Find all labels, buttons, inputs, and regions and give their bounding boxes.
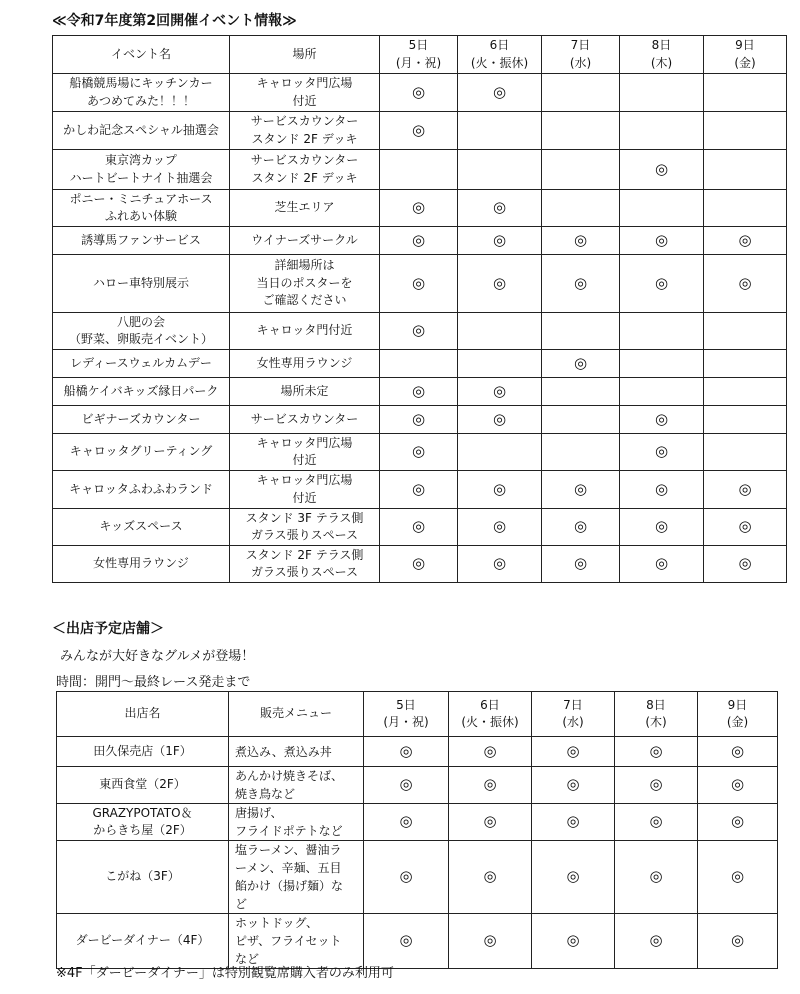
header-day-7: 7日 (水) — [542, 36, 620, 74]
day-cell: ◎ — [615, 914, 698, 969]
day-cell: ◎ — [620, 150, 704, 190]
row-name: キャロッタグリーティング — [53, 434, 230, 471]
table-row — [53, 378, 787, 406]
day-cell: ◎ — [380, 313, 458, 350]
table-row — [53, 74, 787, 112]
row-name: 船橋ケイバキッズ縁日パーク — [53, 378, 230, 406]
day-cell: ◎ — [532, 767, 615, 804]
day-cell: ◎ — [704, 471, 787, 509]
row-name: 船橋競馬場にキッチンカー あつめてみた！！！ — [53, 74, 230, 112]
day-cell: ◎ — [380, 546, 458, 583]
row-place: 場所未定 — [230, 378, 380, 406]
day-cell — [704, 434, 787, 471]
day-cell: ◎ — [620, 471, 704, 509]
day-cell: ◎ — [449, 804, 532, 841]
shop-note: ※4F「ダービーダイナー」は特別観覧席購入者のみ利用可 — [56, 966, 394, 981]
day-cell: ◎ — [364, 767, 449, 804]
day-cell — [380, 150, 458, 190]
header-day-6: 6日 (火・振休) — [449, 692, 532, 737]
day-cell: ◎ — [458, 509, 542, 546]
day-cell: ◎ — [458, 190, 542, 227]
header-day-5: 5日 (月・祝) — [380, 36, 458, 74]
day-cell — [620, 112, 704, 150]
day-cell: ◎ — [449, 767, 532, 804]
day-cell: ◎ — [449, 914, 532, 969]
day-cell — [704, 74, 787, 112]
table-row — [57, 737, 778, 767]
row-name: キャロッタふわふわランド — [53, 471, 230, 509]
day-cell: ◎ — [542, 471, 620, 509]
day-cell: ◎ — [458, 471, 542, 509]
day-cell: ◎ — [380, 434, 458, 471]
shop-section-subtitle: みんなが大好きなグルメが登場！ — [60, 649, 255, 664]
day-cell — [458, 112, 542, 150]
day-cell: ◎ — [380, 112, 458, 150]
row-place: キャロッタ門広場 付近 — [230, 74, 380, 112]
day-cell — [458, 150, 542, 190]
row-place: サービスカウンター スタンド 2F デッキ — [230, 150, 380, 190]
day-cell: ◎ — [364, 737, 449, 767]
day-cell: ◎ — [704, 546, 787, 583]
day-cell — [620, 190, 704, 227]
day-cell: ◎ — [380, 190, 458, 227]
day-cell: ◎ — [532, 914, 615, 969]
header-day-7: 7日 (水) — [532, 692, 615, 737]
day-cell: ◎ — [458, 227, 542, 255]
day-cell — [704, 406, 787, 434]
day-cell — [380, 350, 458, 378]
day-cell: ◎ — [620, 546, 704, 583]
day-cell: ◎ — [364, 914, 449, 969]
table-row — [53, 406, 787, 434]
day-cell: ◎ — [698, 737, 778, 767]
day-cell — [704, 112, 787, 150]
event-section-title: ≪令和7年度第2回開催イベント情報≫ — [52, 13, 297, 29]
row-place: 芝生エリア — [230, 190, 380, 227]
day-cell: ◎ — [449, 737, 532, 767]
table-row — [53, 471, 787, 509]
table-row — [53, 190, 787, 227]
header-day-9: 9日 (金) — [704, 36, 787, 74]
day-cell — [704, 190, 787, 227]
row-name: 女性専用ラウンジ — [53, 546, 230, 583]
row-place: サービスカウンター スタンド 2F デッキ — [230, 112, 380, 150]
day-cell: ◎ — [698, 804, 778, 841]
day-cell: ◎ — [542, 350, 620, 378]
day-cell: ◎ — [458, 255, 542, 313]
day-cell — [542, 190, 620, 227]
day-cell: ◎ — [458, 74, 542, 112]
row-menu: 塩ラーメン、醤油ラ ーメン、辛麺、五目 餡かけ（揚げ麺）な ど — [229, 841, 364, 914]
row-name: こがね（3F） — [57, 841, 229, 914]
day-cell: ◎ — [620, 255, 704, 313]
row-name: ビギナーズカウンター — [53, 406, 230, 434]
row-place: キャロッタ門広場 付近 — [230, 434, 380, 471]
table-row — [57, 914, 778, 969]
day-cell — [704, 378, 787, 406]
row-place: キャロッタ門広場 付近 — [230, 471, 380, 509]
day-cell: ◎ — [380, 406, 458, 434]
day-cell: ◎ — [620, 227, 704, 255]
day-cell — [458, 350, 542, 378]
day-cell: ◎ — [542, 255, 620, 313]
table-row — [53, 227, 787, 255]
table-row — [53, 255, 787, 313]
day-cell — [542, 74, 620, 112]
header-day-8: 8日 (木) — [620, 36, 704, 74]
row-name: ハロー車特別展示 — [53, 255, 230, 313]
day-cell: ◎ — [542, 546, 620, 583]
header-day-8: 8日 (木) — [615, 692, 698, 737]
header-shop-name: 出店名 — [57, 692, 229, 737]
day-cell — [542, 378, 620, 406]
row-menu: あんかけ焼きそば、 焼き鳥など — [229, 767, 364, 804]
row-name: レディースウェルカムデー — [53, 350, 230, 378]
day-cell: ◎ — [615, 804, 698, 841]
day-cell — [542, 406, 620, 434]
day-cell — [704, 150, 787, 190]
day-cell: ◎ — [698, 767, 778, 804]
day-cell: ◎ — [458, 546, 542, 583]
row-menu: ホットドッグ、 ピザ、フライセット など — [229, 914, 364, 969]
row-menu: 煮込み、煮込み丼 — [229, 737, 364, 767]
day-cell: ◎ — [364, 841, 449, 914]
day-cell — [620, 350, 704, 378]
day-cell: ◎ — [704, 255, 787, 313]
row-name: 田久保売店（1F） — [57, 737, 229, 767]
table-row — [57, 804, 778, 841]
day-cell: ◎ — [380, 471, 458, 509]
row-name: 東京湾カップ ハートビートナイト抽選会 — [53, 150, 230, 190]
table-row — [53, 150, 787, 190]
shop-section-hours: 時間：開門～最終レース発走まで — [56, 675, 251, 690]
table-row — [53, 350, 787, 378]
row-name: GRAZYPOTATO＆ からきち屋（2F） — [57, 804, 229, 841]
row-place: サービスカウンター — [230, 406, 380, 434]
header-day-9: 9日 (金) — [698, 692, 778, 737]
day-cell — [542, 150, 620, 190]
day-cell: ◎ — [364, 804, 449, 841]
header-place: 場所 — [230, 36, 380, 74]
day-cell: ◎ — [542, 227, 620, 255]
day-cell — [542, 313, 620, 350]
day-cell — [458, 313, 542, 350]
day-cell — [620, 74, 704, 112]
day-cell: ◎ — [615, 767, 698, 804]
day-cell — [704, 313, 787, 350]
table-row — [57, 841, 778, 914]
row-name: 八肥の会 （野菜、卵販売イベント） — [53, 313, 230, 350]
day-cell: ◎ — [532, 737, 615, 767]
row-place: ウイナーズサークル — [230, 227, 380, 255]
day-cell: ◎ — [380, 255, 458, 313]
day-cell: ◎ — [620, 406, 704, 434]
event-table-header-row — [53, 36, 787, 74]
table-row — [57, 767, 778, 804]
table-row — [53, 313, 787, 350]
row-name: 東西食堂（2F） — [57, 767, 229, 804]
day-cell — [620, 378, 704, 406]
header-day-6: 6日 (火・振休) — [458, 36, 542, 74]
day-cell: ◎ — [380, 74, 458, 112]
row-place: 詳細場所は 当日のポスターを ご確認ください — [230, 255, 380, 313]
day-cell: ◎ — [532, 841, 615, 914]
day-cell: ◎ — [615, 841, 698, 914]
day-cell: ◎ — [458, 406, 542, 434]
row-place: スタンド 3F テラス側 ガラス張りスペース — [230, 509, 380, 546]
day-cell — [458, 434, 542, 471]
day-cell: ◎ — [620, 509, 704, 546]
day-cell: ◎ — [620, 434, 704, 471]
shop-table — [56, 691, 778, 969]
day-cell: ◎ — [380, 509, 458, 546]
row-name: ダービーダイナー（4F） — [57, 914, 229, 969]
day-cell: ◎ — [449, 841, 532, 914]
table-row — [53, 434, 787, 471]
table-row — [53, 112, 787, 150]
header-event-name: イベント名 — [53, 36, 230, 74]
row-name: かしわ記念スペシャル抽選会 — [53, 112, 230, 150]
day-cell: ◎ — [698, 841, 778, 914]
event-table — [52, 35, 787, 583]
row-menu: 唐揚げ、 フライドポテトなど — [229, 804, 364, 841]
day-cell: ◎ — [380, 378, 458, 406]
row-name: 誘導馬ファンサービス — [53, 227, 230, 255]
day-cell: ◎ — [698, 914, 778, 969]
row-name: キッズスペース — [53, 509, 230, 546]
day-cell: ◎ — [532, 804, 615, 841]
shop-section-title: ＜出店予定店舗＞ — [52, 621, 164, 637]
header-day-5: 5日 (月・祝) — [364, 692, 449, 737]
row-name: ポニー・ミニチュアホース ふれあい体験 — [53, 190, 230, 227]
day-cell: ◎ — [615, 737, 698, 767]
day-cell — [542, 112, 620, 150]
day-cell: ◎ — [542, 509, 620, 546]
row-place: キャロッタ門付近 — [230, 313, 380, 350]
day-cell: ◎ — [704, 227, 787, 255]
shop-table-header-row — [57, 692, 778, 737]
row-place: スタンド 2F テラス側 ガラス張りスペース — [230, 546, 380, 583]
day-cell: ◎ — [380, 227, 458, 255]
day-cell — [542, 434, 620, 471]
table-row — [53, 546, 787, 583]
header-menu: 販売メニュー — [229, 692, 364, 737]
day-cell — [704, 350, 787, 378]
table-row — [53, 509, 787, 546]
day-cell: ◎ — [458, 378, 542, 406]
day-cell — [620, 313, 704, 350]
row-place: 女性専用ラウンジ — [230, 350, 380, 378]
day-cell: ◎ — [704, 509, 787, 546]
